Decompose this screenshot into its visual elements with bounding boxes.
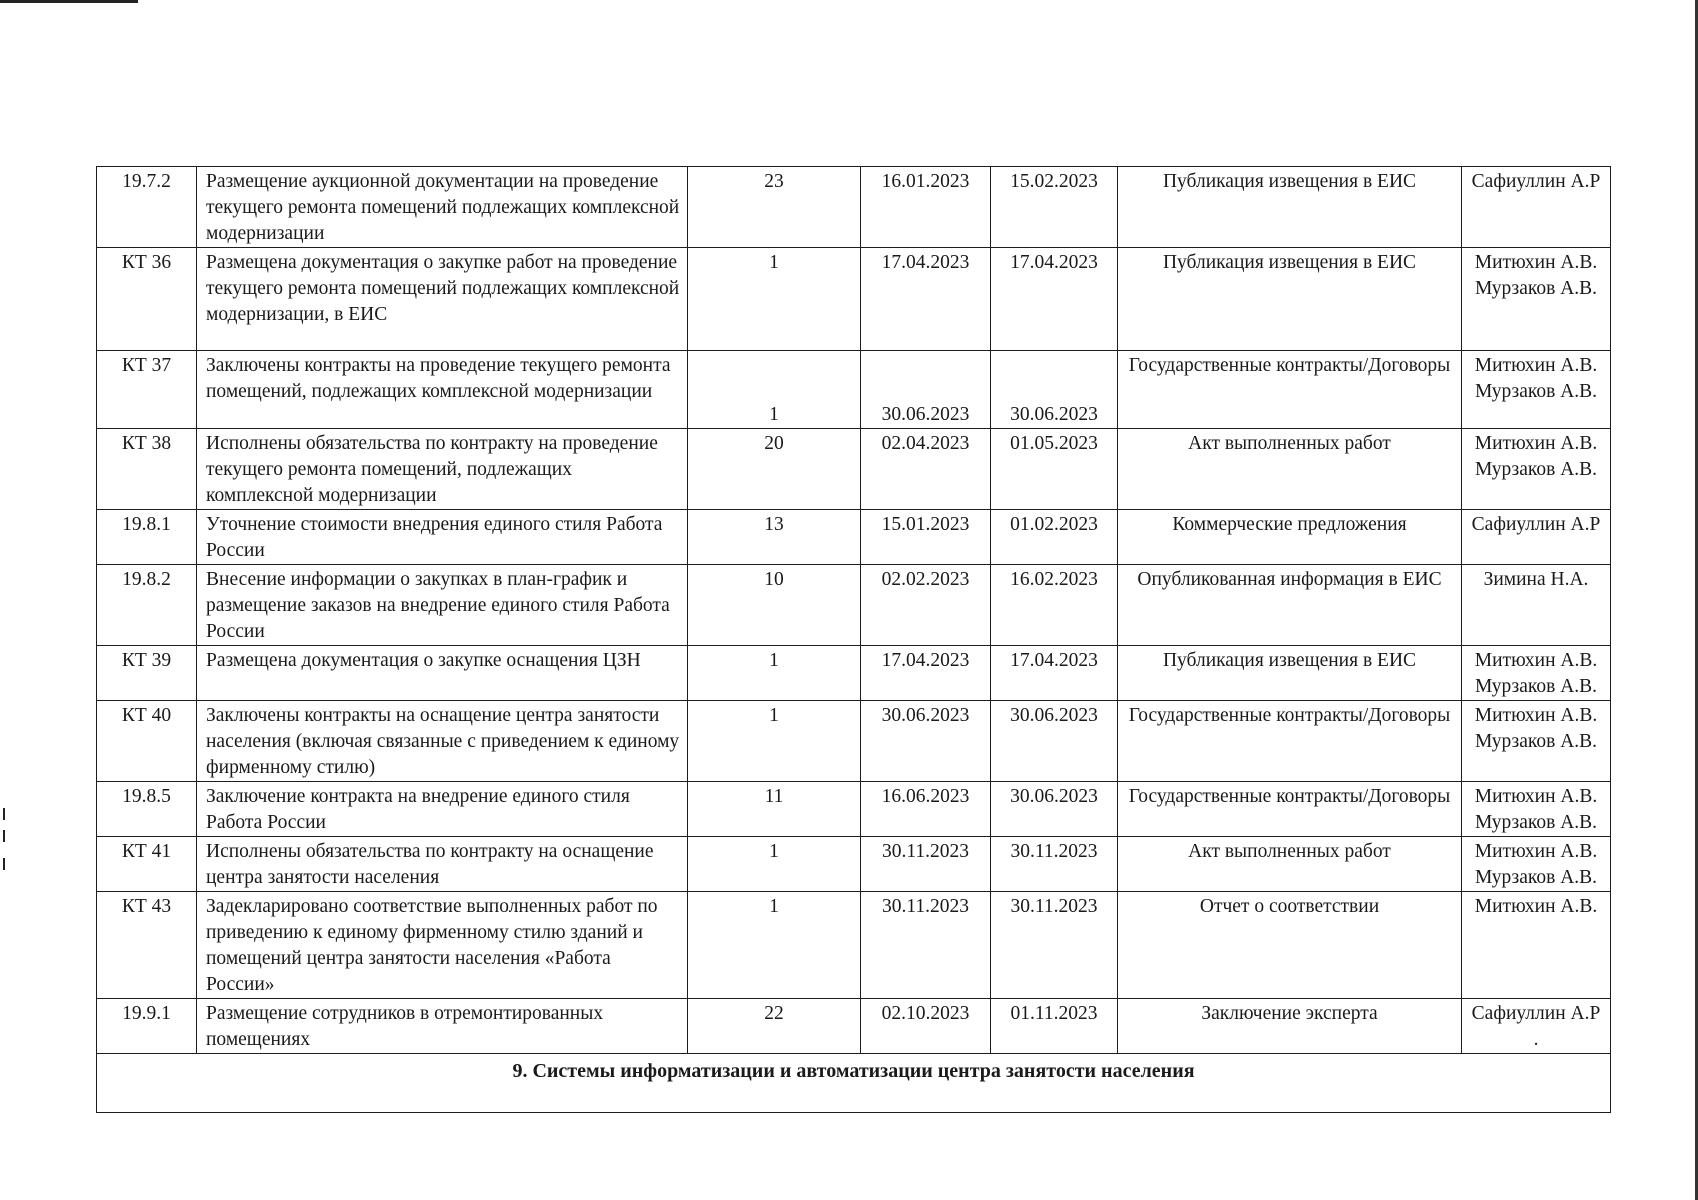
result-document: Опубликованная информация в ЕИС <box>1118 565 1462 646</box>
start-date: 16.06.2023 <box>861 782 991 837</box>
section-heading-row <box>97 1054 1611 1113</box>
responsible-name: Митюхин А.В. <box>1474 705 1598 726</box>
row-number: 19.7.2 <box>97 167 197 248</box>
result-document: Заключение эксперта <box>1118 999 1462 1054</box>
start-date: 30.06.2023 <box>861 701 991 782</box>
responsible-person <box>1462 646 1611 701</box>
result-document: Акт выполненных работ <box>1118 429 1462 510</box>
row-number: КТ 43 <box>97 892 197 999</box>
end-date: 30.06.2023 <box>991 351 1118 429</box>
responsible-name: Мурзаков А.В. <box>1474 278 1598 299</box>
table-row <box>97 999 1611 1054</box>
start-date: 02.10.2023 <box>861 999 991 1054</box>
duration-days: 1 <box>688 892 861 999</box>
responsible-person <box>1462 782 1611 837</box>
end-date: 01.11.2023 <box>991 999 1118 1054</box>
row-number: 19.8.2 <box>97 565 197 646</box>
duration-days: 10 <box>688 565 861 646</box>
task-description: Размещение сотрудников в отремонтированных помещениях <box>197 999 688 1054</box>
task-description: Размещена документация о закупке работ на проведение текущего ремонта помещений подлежащих комплексной модернизации, в ЕИС <box>197 248 688 351</box>
responsible-person <box>1462 999 1611 1054</box>
responsible-name: Митюхин А.В. <box>1474 650 1598 671</box>
result-document: Государственные контракты/Договоры <box>1118 351 1462 429</box>
duration-days: 1 <box>688 701 861 782</box>
table-row <box>97 510 1611 565</box>
duration-days: 13 <box>688 510 861 565</box>
row-number: 19.8.1 <box>97 510 197 565</box>
table-row <box>97 892 1611 999</box>
task-description: Размещена документация о закупке оснащения ЦЗН <box>197 646 688 701</box>
responsible-name: Сафиуллин А.Р <box>1471 171 1601 192</box>
table-row <box>97 429 1611 510</box>
responsible-name: Мурзаков А.В. <box>1474 381 1598 402</box>
table-row <box>97 782 1611 837</box>
responsible-name: Мурзаков А.В. <box>1474 867 1598 888</box>
end-date: 15.02.2023 <box>991 167 1118 248</box>
table-row <box>97 701 1611 782</box>
responsible-person <box>1462 429 1611 510</box>
task-description: Внесение информации о закупках в план-график и размещение заказов на внедрение единого стиля Работа России <box>197 565 688 646</box>
task-description: Исполнены обязательства по контракту на проведение текущего ремонта помещений, подлежащих комплексной модернизации <box>197 429 688 510</box>
responsible-name: Митюхин А.В. <box>1474 896 1598 917</box>
task-description: Исполнены обязательства по контракту на оснащение центра занятости населения <box>197 837 688 892</box>
responsible-name: Сафиуллин А.Р <box>1471 514 1601 535</box>
end-date: 01.02.2023 <box>991 510 1118 565</box>
row-number: 19.8.5 <box>97 782 197 837</box>
responsible-name: Мурзаков А.В. <box>1474 812 1598 833</box>
responsible-person <box>1462 351 1611 429</box>
start-date: 02.02.2023 <box>861 565 991 646</box>
start-date: 17.04.2023 <box>861 646 991 701</box>
result-document: Публикация извещения в ЕИС <box>1118 646 1462 701</box>
responsible-name: Митюхин А.В. <box>1474 252 1598 273</box>
duration-days: 1 <box>688 646 861 701</box>
start-date: 17.04.2023 <box>861 248 991 351</box>
result-document: Государственные контракты/Договоры <box>1118 782 1462 837</box>
result-document: Акт выполненных работ <box>1118 837 1462 892</box>
start-date: 30.06.2023 <box>861 351 991 429</box>
responsible-name: Митюхин А.В. <box>1474 786 1598 807</box>
row-number: КТ 37 <box>97 351 197 429</box>
end-date: 30.11.2023 <box>991 892 1118 999</box>
result-document: Отчет о соответствии <box>1118 892 1462 999</box>
scan-artifact-tick <box>3 830 5 842</box>
responsible-person <box>1462 248 1611 351</box>
section-heading: 9. Системы информатизации и автоматизации центра занятости населения <box>97 1054 1611 1113</box>
table-row <box>97 837 1611 892</box>
row-number: КТ 36 <box>97 248 197 351</box>
responsible-name: Митюхин А.В. <box>1474 841 1598 862</box>
duration-days: 1 <box>688 351 861 429</box>
responsible-person <box>1462 837 1611 892</box>
responsible-person <box>1462 892 1611 999</box>
duration-days: 22 <box>688 999 861 1054</box>
scan-artifact-top-line <box>0 0 138 3</box>
responsible-name: Митюхин А.В. <box>1474 433 1598 454</box>
end-date: 16.02.2023 <box>991 565 1118 646</box>
task-description: Задекларировано соответствие выполненных работ по приведению к единому фирменному стилю зданий и помещений центра занятости населения «Работа России» <box>197 892 688 999</box>
duration-days: 1 <box>688 248 861 351</box>
task-description: Заключение контракта на внедрение единого стиля Работа России <box>197 782 688 837</box>
task-description: Заключены контракты на проведение текущего ремонта помещений, подлежащих комплексной модернизации <box>197 351 688 429</box>
row-number: 19.9.1 <box>97 999 197 1054</box>
responsible-person <box>1462 167 1611 248</box>
responsible-name: Сафиуллин А.Р . <box>1471 1003 1601 1050</box>
table-row <box>97 646 1611 701</box>
task-description: Уточнение стоимости внедрения единого стиля Работа России <box>197 510 688 565</box>
end-date: 30.11.2023 <box>991 837 1118 892</box>
row-number: КТ 39 <box>97 646 197 701</box>
row-number: КТ 41 <box>97 837 197 892</box>
row-number: КТ 38 <box>97 429 197 510</box>
responsible-name: Зимина Н.А. <box>1483 569 1589 590</box>
end-date: 17.04.2023 <box>991 248 1118 351</box>
result-document: Публикация извещения в ЕИС <box>1118 167 1462 248</box>
result-document: Государственные контракты/Договоры <box>1118 701 1462 782</box>
duration-days: 23 <box>688 167 861 248</box>
duration-days: 20 <box>688 429 861 510</box>
responsible-name: Мурзаков А.В. <box>1474 731 1598 752</box>
duration-days: 11 <box>688 782 861 837</box>
end-date: 17.04.2023 <box>991 646 1118 701</box>
table-row <box>97 248 1611 351</box>
duration-days: 1 <box>688 837 861 892</box>
start-date: 30.11.2023 <box>861 892 991 999</box>
scan-artifact-tick <box>3 808 5 820</box>
start-date: 02.04.2023 <box>861 429 991 510</box>
scan-artifact-tick <box>3 858 5 870</box>
responsible-person <box>1462 701 1611 782</box>
end-date: 01.05.2023 <box>991 429 1118 510</box>
responsible-name: Мурзаков А.В. <box>1474 676 1598 697</box>
end-date: 30.06.2023 <box>991 701 1118 782</box>
responsible-name: Мурзаков А.В. <box>1474 459 1598 480</box>
task-description: Размещение аукционной документации на проведение текущего ремонта помещений подлежащих комплексной модернизации <box>197 167 688 248</box>
schedule-table <box>96 166 1611 1113</box>
responsible-person <box>1462 565 1611 646</box>
task-description: Заключены контракты на оснащение центра занятости населения (включая связанные с приведением к единому фирменному стилю) <box>197 701 688 782</box>
table-body <box>97 167 1611 1113</box>
start-date: 30.11.2023 <box>861 837 991 892</box>
table-row <box>97 167 1611 248</box>
result-document: Коммерческие предложения <box>1118 510 1462 565</box>
responsible-name: Митюхин А.В. <box>1474 355 1598 376</box>
start-date: 15.01.2023 <box>861 510 991 565</box>
start-date: 16.01.2023 <box>861 167 991 248</box>
row-number: КТ 40 <box>97 701 197 782</box>
result-document: Публикация извещения в ЕИС <box>1118 248 1462 351</box>
end-date: 30.06.2023 <box>991 782 1118 837</box>
table-row <box>97 351 1611 429</box>
responsible-person <box>1462 510 1611 565</box>
table-row <box>97 565 1611 646</box>
